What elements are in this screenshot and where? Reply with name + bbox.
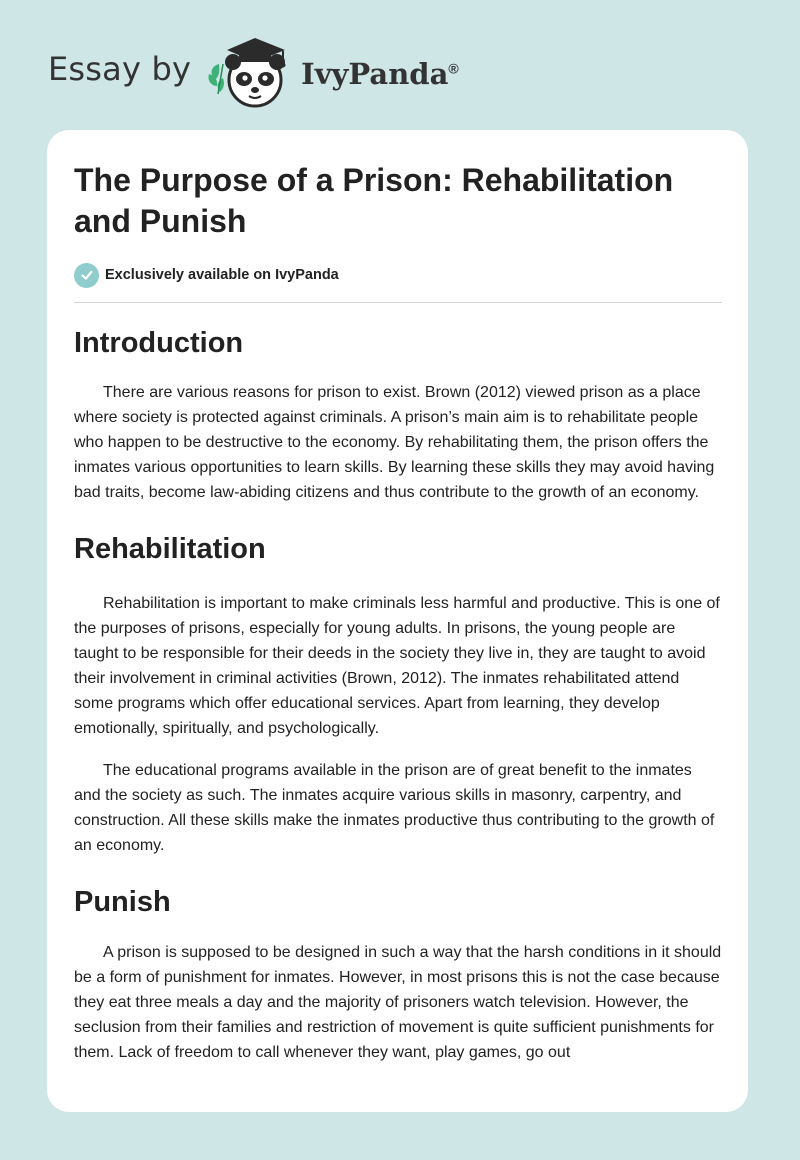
- paragraph: There are various reasons for prison to exist. Brown (2012) viewed prison as a place where society is protected against criminals. A prison’s main aim is to rehabilitate people who happen to be destructive to the economy. By rehabilitating them, the prison offers the inmates various opportunities to learn skills. By learning these skills they may avoid having bad traits, become law-abiding citizens and thus contribute to the growth of an economy.: [74, 384, 715, 501]
- page-title: The Purpose of a Prison: Rehabilitation and Punish: [74, 162, 674, 239]
- essay-content: [74, 160, 722, 1065]
- registered-mark: ®: [448, 60, 459, 77]
- essay-card: [47, 130, 748, 1112]
- panda-logo-icon[interactable]: [205, 34, 297, 110]
- paragraph: A prison is supposed to be designed in such a way that the harsh conditions in it should be a form of punishment for inmates. However, in most prisons this is not the case because they eat three meals a day and the majority of prisoners watch television. However, the seclusion from their families and restriction of movement is quite sufficient punishments for them. Lack of freedom to call whenever they want, play games, go out: [74, 944, 722, 1061]
- essay-by-label: Essay by: [48, 50, 192, 88]
- paragraph: Rehabilitation is important to make criminals less harmful and productive. This is one of the purposes of prisons, especially for young adults. In prisons, the young people are taught to be responsible for their deeds in the society they live in, they are taught to avoid their involvement in criminal activities (Brown, 2012). The inmates rehabilitated attend some programs which offer educational services. Apart from learning, they develop emotionally, spiritually, and psychologically.: [74, 595, 720, 737]
- paragraph: The educational programs available in the prison are of great benefit to the inmates and the society as such. The inmates acquire various skills in masonry, carpentry, and construction. All these skills make the inmates productive thus contributing to the growth of an economy.: [74, 762, 715, 854]
- divider: [74, 302, 722, 303]
- brand-name[interactable]: IvyPanda®: [301, 57, 459, 91]
- section-heading-punish: Punish: [74, 886, 171, 918]
- section-heading-rehabilitation: Rehabilitation: [74, 533, 266, 565]
- check-icon: [74, 263, 99, 288]
- exclusive-label: Exclusively available on IvyPanda: [105, 267, 339, 283]
- exclusive-badge: [74, 262, 722, 288]
- site-header: [48, 34, 459, 110]
- section-heading-introduction: Introduction: [74, 327, 244, 359]
